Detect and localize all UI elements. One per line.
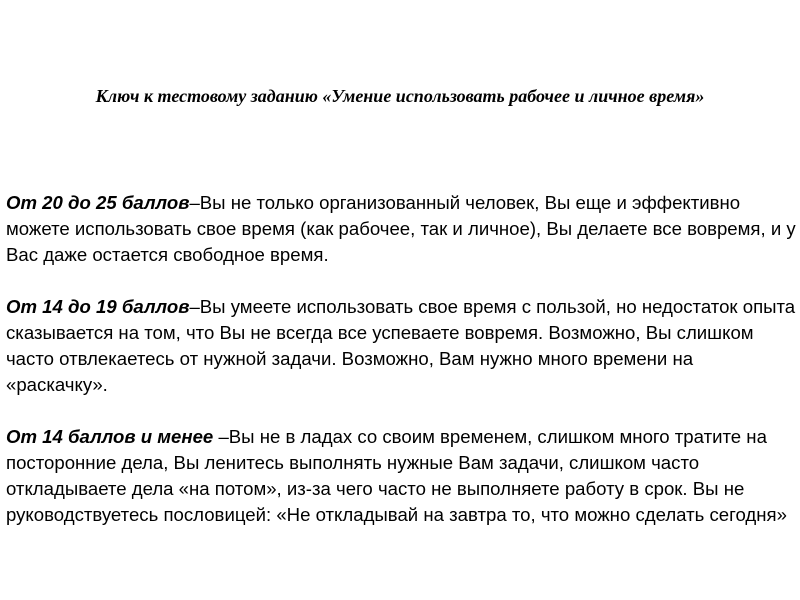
result-paragraph-1 (6, 190, 796, 268)
results-body (6, 190, 796, 554)
slide-title: Ключ к тестовому заданию «Умение использовать рабочее и личное время» (95, 86, 705, 106)
score-range-1: От 20 до 25 баллов (6, 192, 190, 213)
result-paragraph-3 (6, 424, 796, 528)
score-range-3: От 14 баллов и менее (6, 426, 219, 447)
result-text-2: –Вы умеете использовать свое время с пользой, но недостаток опыта сказывается на том, что Вы не всегда все успеваете вовремя. Возможно, Вы слишком часто отвлекаетесь от нужной задачи. Возможно, Вам нужно много времени на «раскачку». (6, 296, 796, 395)
score-range-2: От 14 до 19 баллов (6, 296, 190, 317)
result-text-1: –Вы не только организованный человек, Вы еще и эффективно можете использовать свое время (как рабочее, так и личное), Вы делаете все вовремя, и у Вас даже остается свободное время. (6, 192, 796, 265)
result-paragraph-2 (6, 294, 796, 398)
result-text-3: –Вы не в ладах со своим временем, слишком много тратите на посторонние дела, Вы ленитесь выполнять нужные Вам задачи, слишком часто откладываете дела «на потом», из-за чего часто не выполняете работу в срок. Вы не руководствуетесь пословицей: «Не откладывай на завтра то, что можно сделать сегодня» (6, 426, 787, 525)
